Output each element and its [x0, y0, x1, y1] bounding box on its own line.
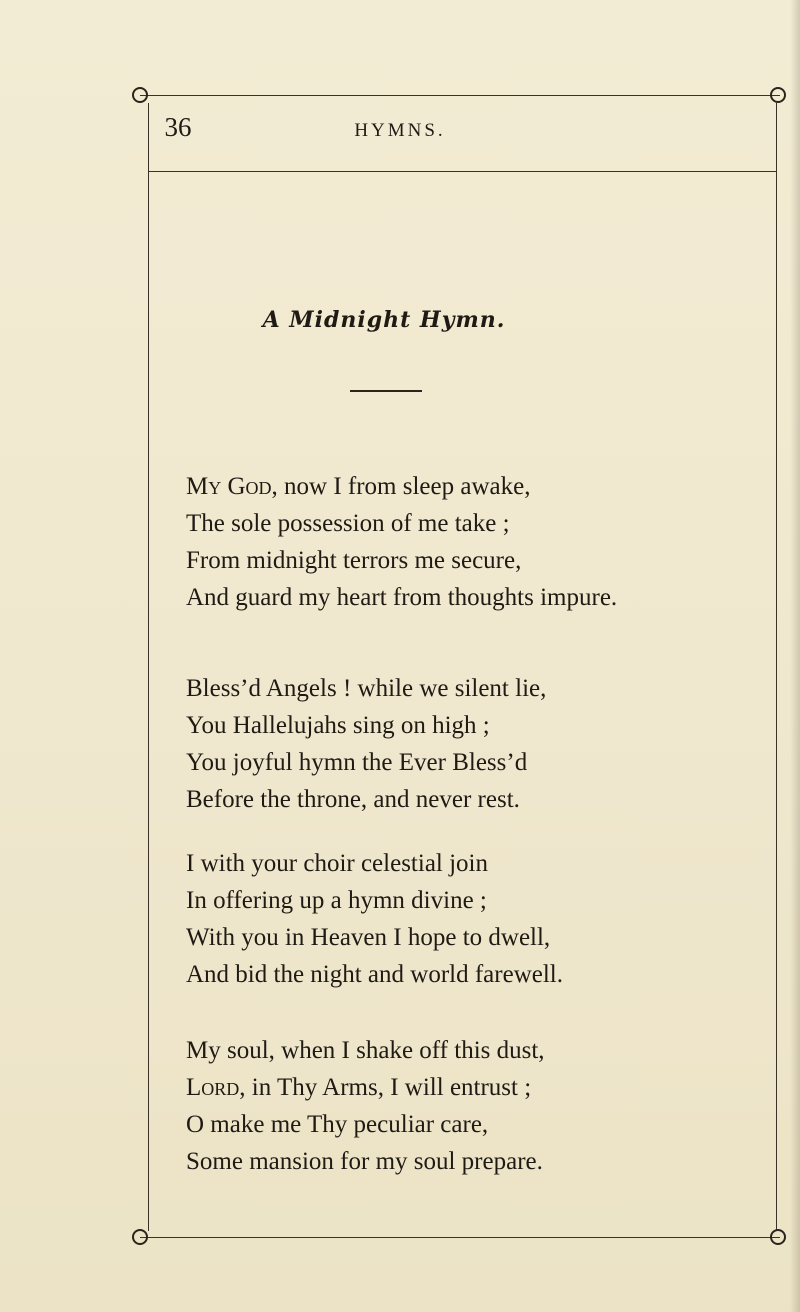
hymn-title: A Midnight Hymn. [262, 307, 506, 333]
stanza-line: Before the throne, and never rest. [186, 786, 520, 813]
stanza-line: In offering up a hymn divine ; [186, 887, 487, 914]
stanza-4 [186, 1032, 545, 1180]
stanza-line: With you in Heaven I hope to dwell, [186, 924, 551, 951]
stanza-line: The sole possession of me take ; [186, 510, 510, 537]
stanza-line: I with your choir celestial join [186, 850, 489, 877]
page-number: 36 [164, 112, 192, 142]
small-caps-lead: Lord, [186, 1074, 246, 1101]
stanza-2 [186, 670, 546, 818]
line-text: in Thy Arms, I will entrust ; [245, 1074, 532, 1101]
stanza-1 [186, 468, 617, 616]
stanza-line: You joyful hymn the Ever Bless’d [186, 749, 528, 776]
stanza-line: My soul, when I shake off this dust, [186, 1037, 545, 1064]
small-caps-lead: My God, [186, 473, 278, 500]
stanza-line: And guard my heart from thoughts impure. [186, 584, 618, 611]
stanza-line: From midnight terrors me secure, [186, 547, 522, 574]
frame-corner-ring-bottom-left [132, 1229, 148, 1245]
stanza-line: Some mansion for my soul prepare. [186, 1148, 543, 1175]
title-rule [350, 390, 422, 392]
stanza-line [186, 1069, 545, 1106]
page-edge-shadow [790, 0, 800, 1312]
frame-right-rule [776, 103, 777, 1231]
frame-top-rule [140, 95, 780, 96]
stanza-line [186, 468, 617, 505]
stanza-3 [186, 845, 563, 993]
line-text: now I from sleep awake, [277, 473, 531, 500]
frame-left-rule [148, 103, 149, 1231]
header-rule [148, 171, 776, 172]
stanza-line: O make me Thy peculiar care, [186, 1111, 489, 1138]
stanza-line: Bless’d Angels ! while we silent lie, [186, 675, 547, 702]
frame-corner-ring-bottom-right [770, 1229, 786, 1245]
stanza-line: And bid the night and world farewell. [186, 961, 563, 988]
frame-corner-ring-top-right [770, 87, 786, 103]
frame-corner-ring-top-left [132, 87, 148, 103]
running-head: HYMNS. [354, 120, 446, 141]
frame-bottom-rule [140, 1237, 780, 1238]
stanza-line: You Hallelujahs sing on high ; [186, 712, 490, 739]
